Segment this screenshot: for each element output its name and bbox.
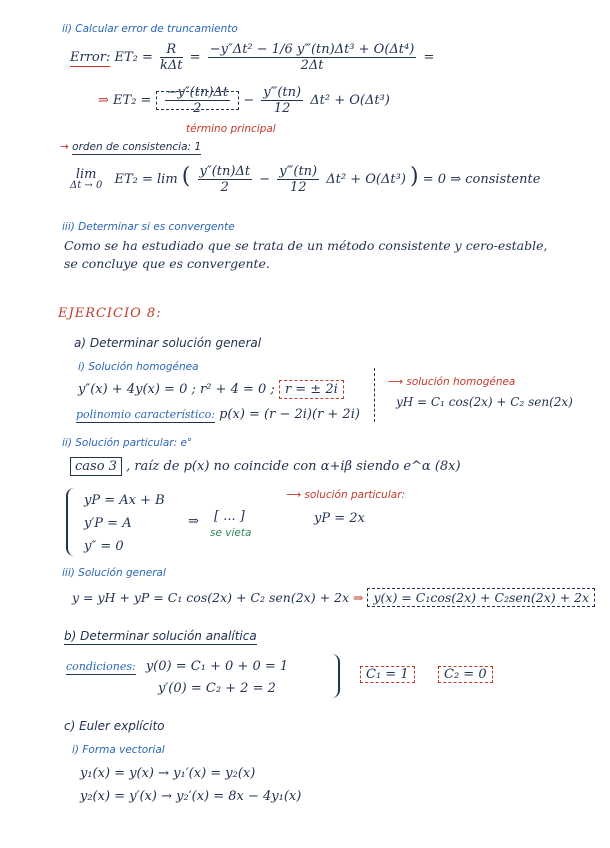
principal-term-fraction: $\frac{-y''(tn)\Delta t}{2}$	[166, 85, 229, 116]
principal-term-note: término principal	[186, 123, 276, 135]
characteristic-polynomial: polinomio característico: p(x) = (r − 2i)(r + 2i)	[76, 407, 360, 422]
convergence-line-2: se concluye que es convergente.	[64, 256, 270, 271]
homogeneous-equation: y″(x) + 4y(x) = 0 ; r² + 4 = 0 ; r = ± 2i	[78, 383, 344, 396]
omitted-steps: [ ... ]	[214, 509, 245, 524]
se-vieta-note: se vieta	[210, 527, 252, 539]
et2-simplified: ⇒ ET₂ = $\frac{-y''(tn)\Delta t}{2}$ − $\frac{y‴(tn)}{12}$ Δt² + O(Δt³)	[98, 85, 390, 116]
limit-result: = 0 ⇒ consistente	[422, 172, 541, 187]
heading-ii-truncation-error: ii) Calcular error de truncamiento	[62, 23, 238, 35]
condition-2: y′(0) = C₂ + 2 = 2	[158, 681, 276, 696]
error-label: Error:	[70, 50, 111, 65]
error-equation: Error: ET₂ = $\frac{R}{\text{kΔt}}$ = $\frac{\text{−y″Δt² − 1/6 y‴(tn)Δt³ + O(Δt⁴)}}{2\Delta t}$ =	[70, 42, 435, 73]
divider-dashed	[374, 368, 375, 422]
fraction-taylor-expansion: $\frac{\text{−y″Δt² − 1/6 y‴(tn)Δt³ + O(Δt⁴)}}{2\Delta t}$	[209, 42, 415, 73]
general-solution-line: y = yH + yP = C₁ cos(2x) + C₂ sen(2x) + 2x ⇒ y(x) = C₁cos(2x) + C₂sen(2x) + 2x	[72, 592, 595, 605]
case-line: caso 3 , raíz de p(x) no coincide con α+iβ siendo e^α (8x)	[70, 460, 461, 473]
heading-iii-general: iii) Solución general	[62, 567, 166, 579]
et-lhs: ET₂ =	[114, 50, 153, 65]
vector-eq-1: y₁(x) = y(x) → y₁′(x) = y₂(x)	[80, 766, 256, 781]
fraction-r-over-kdt: $\frac{R}{\text{kΔt}}$	[160, 42, 183, 73]
roots-box: r = ± 2i	[279, 380, 344, 399]
c2-result: C₂ = 0	[438, 666, 493, 683]
heading-iii-convergence: iii) Determinar si es convergente	[62, 221, 235, 233]
condition-1: condiciones: y(0) = C₁ + 0 + 0 = 1	[66, 659, 289, 674]
heading-b-analytic: b) Determinar solución analítica	[64, 629, 257, 643]
case-3-box: caso 3	[70, 457, 122, 476]
particular-note: ⟶ solución particular:	[286, 489, 406, 501]
consistency-heading: → orden de consistencia: 1	[60, 141, 202, 153]
convergence-line-1: Como se ha estudiado que se trata de un método consistente y cero-estable,	[64, 238, 548, 253]
vector-eq-2: y₂(x) = y′(x) → y₂′(x) = 8x − 4y₁(x)	[80, 789, 302, 804]
homogeneous-note: ⟶ solución homogénea	[388, 376, 516, 388]
heading-c-euler: c) Euler explícito	[64, 719, 165, 733]
fraction-y3-over-12: $\frac{y‴(tn)}{12}$	[263, 85, 302, 116]
homogeneous-solution: yH = C₁ cos(2x) + C₂ sen(2x)	[396, 395, 573, 409]
c1-result: C₁ = 1	[360, 666, 415, 683]
exercise-8-title: EJERCICIO 8:	[58, 306, 162, 321]
heading-ii-particular: ii) Solución particular: e°	[62, 437, 193, 449]
heading-i-homogeneous: i) Solución homogénea	[78, 361, 199, 373]
limit-expression: lim Δt → 0 ET₂ = lim ( $\frac{y''(tn)\Delta t}{2}$ − $\frac{y‴(tn)}{12}$ Δt² + O(Δt³) ) = 0 ⇒ consistente	[70, 164, 541, 195]
heading-vector-form: i) Forma vectorial	[72, 744, 165, 756]
system-ypp: y″ = 0	[84, 539, 124, 554]
particular-solution: yP = 2x	[314, 511, 365, 526]
heading-a-general-solution: a) Determinar solución general	[74, 336, 262, 350]
system-yp-prime: y′P = A	[84, 516, 132, 531]
system-brace	[66, 488, 78, 556]
dots-arrow: ⇒	[188, 514, 199, 529]
general-solution-box: y(x) = C₁cos(2x) + C₂sen(2x) + 2x	[367, 588, 595, 607]
conditions-brace	[330, 654, 340, 698]
system-yp: yP = Ax + B	[84, 493, 165, 508]
